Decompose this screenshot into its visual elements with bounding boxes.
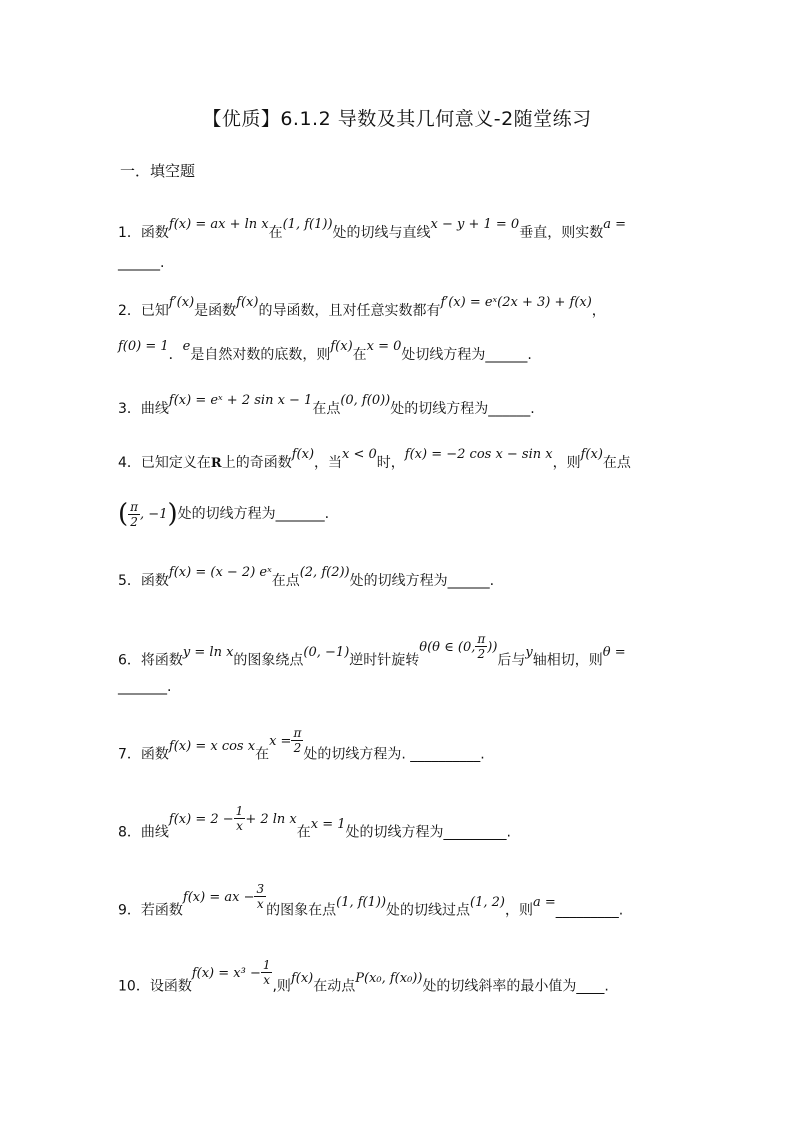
math-expr: f(x) = 2 − xyxy=(168,811,234,827)
math-expr: θ = xyxy=(602,644,626,660)
math-expr: θ(θ ∈ (0, xyxy=(419,639,476,655)
question-10: 10．设函数f(x) = x³ − $\frac{1}{x}$ ,则f(x)在动点P(x₀, f(x₀))处的切线斜率的最小值为____. xyxy=(118,958,609,995)
question-1: 1．函数f(x) = ax + ln x在(1, f(1))处的切线与直线x − y + 1 = 0垂直，则实数a = xyxy=(118,217,626,241)
math-expr: , −1 xyxy=(140,507,168,522)
answer-blank: _______. xyxy=(118,679,172,695)
math-expr: f(x) = −2 cos x − sin x xyxy=(404,447,553,462)
question-3: 3．曲线f(x) = eˣ + 2 sin x − 1在点(0, f(0))处的切线方程为______. xyxy=(118,393,535,417)
fraction: $\frac{\pi}{2}$ xyxy=(477,632,486,661)
answer-blank: _________. xyxy=(555,902,624,919)
math-expr: R xyxy=(210,456,222,471)
math-expr: (0, f(0)) xyxy=(340,393,391,408)
math-expr: (0, −1) xyxy=(303,644,350,660)
question-5: 5．函数f(x) = (x − 2) eˣ在点(2, f(2))处的切线方程为______. xyxy=(118,565,495,589)
math-expr: )) xyxy=(487,639,498,655)
fraction: $\frac{3}{x}$ xyxy=(256,882,265,911)
math-expr: f(x) = (x − 2) eˣ xyxy=(168,565,272,580)
math-expr: (2, f(2)) xyxy=(299,565,350,580)
question-6-blank xyxy=(118,676,688,698)
math-expr: x < 0 xyxy=(342,447,377,462)
fraction: $\frac{\pi}{2}$ xyxy=(293,726,302,755)
page-title: 【优质】6.1.2 导数及其几何意义-2随堂练习 xyxy=(202,108,592,130)
math-expr: f′(x) = eˣ(2x + 3) + f(x) xyxy=(440,295,592,310)
math-expr: P(x₀, f(x₀)) xyxy=(355,970,423,986)
math-expr: f(x) = eˣ + 2 sin x − 1 xyxy=(168,393,313,408)
question-7: 7．函数f(x) = x cos x在x = $\frac{\pi}{2}$ 处的切线方程为. __________. xyxy=(118,726,485,763)
math-expr: f(x) xyxy=(291,447,315,462)
fraction: $\frac{1}{x}$ xyxy=(262,958,271,987)
math-expr: x − y + 1 = 0 xyxy=(430,217,520,232)
section-heading: 一．填空题 xyxy=(120,162,196,180)
math-expr: f(x) = ax − xyxy=(182,889,255,905)
math-expr: e xyxy=(182,339,191,354)
math-expr: f(x) xyxy=(330,339,353,354)
question-1-blank xyxy=(118,252,688,274)
math-expr: y = ln x xyxy=(182,644,234,660)
question-4: 4．已知定义在R上的奇函数f(x)，当x < 0时，f(x) = −2 cos x − sin x，则f(x)在点 xyxy=(118,447,631,471)
math-expr: (1, f(1)) xyxy=(336,894,387,910)
math-expr: x = xyxy=(269,733,292,749)
question-4-cont: ( $\frac{\pi}{2}$ , −1)处的切线方程为_______. xyxy=(118,499,330,529)
math-expr: a = xyxy=(603,217,626,232)
question-6: 6．将函数y = ln x的图象绕点(0, −1)逆时针旋转θ(θ ∈ (0, $\frac{\pi}{2}$ ))后与y轴相切，则θ = xyxy=(118,632,626,669)
math-expr: f′(x) xyxy=(168,295,195,310)
question-8: 8．曲线f(x) = 2 − $\frac{1}{x}$ + 2 ln x在x = 1处的切线方程为_________. xyxy=(118,804,511,841)
math-expr: y xyxy=(525,644,533,660)
math-expr: (1, f(1)) xyxy=(282,217,333,232)
fraction: $\frac{\pi}{2}$ xyxy=(130,499,139,529)
fraction: $\frac{1}{x}$ xyxy=(235,804,244,833)
math-expr: f(x) xyxy=(290,970,314,986)
answer-blank: ______. xyxy=(118,255,165,271)
question-9: 9．若函数f(x) = ax − $\frac{3}{x}$ 的图象在点(1, f(1))处的切线过点(1, 2)，则a =_________. xyxy=(118,882,624,919)
math-expr: x = 1 xyxy=(310,816,346,832)
math-expr: f(0) = 1 xyxy=(118,339,169,354)
math-expr: f(x) = ax + ln x xyxy=(168,217,269,232)
math-expr: f(x) = x cos x xyxy=(168,738,256,754)
math-expr: x = 0 xyxy=(366,339,402,354)
math-expr: f(x) xyxy=(236,295,259,310)
math-expr: f(x) = x³ − xyxy=(191,965,261,981)
math-expr: a = xyxy=(532,894,556,910)
math-expr: + 2 ln x xyxy=(245,811,297,827)
math-expr: f(x) xyxy=(580,447,603,462)
math-expr: (1, 2) xyxy=(470,894,505,910)
question-2-cont: f(0) = 1．e是自然对数的底数，则f(x)在x = 0处切线方程为______. xyxy=(118,339,532,363)
question-2: 2．已知f′(x)是函数f(x)的导函数，且对任意实数都有f′(x) = eˣ(2x + 3) + f(x)， xyxy=(118,295,606,319)
